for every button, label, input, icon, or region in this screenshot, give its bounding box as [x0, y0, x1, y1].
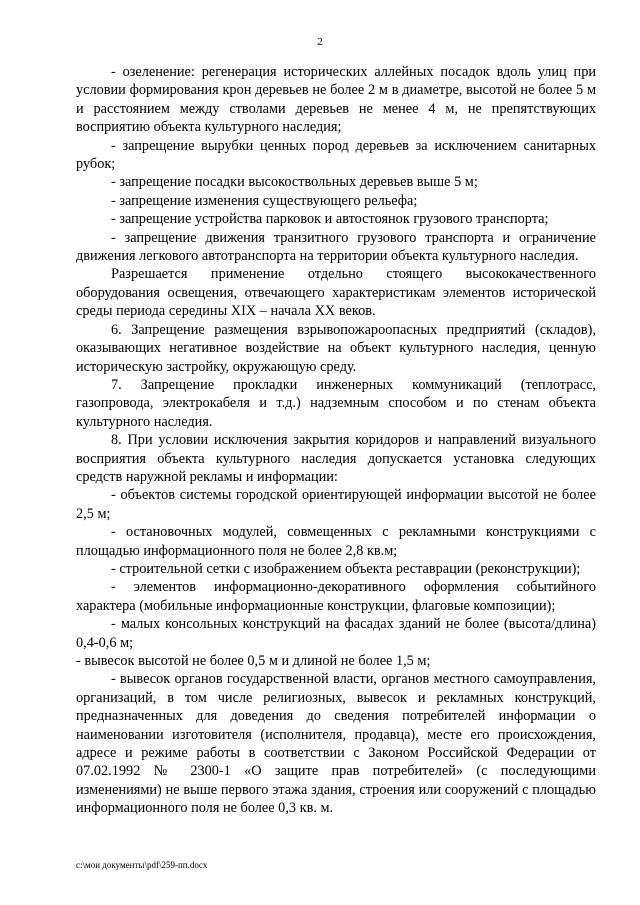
paragraph-signboards-size: - вывесок высотой не более 0,5 м и длиной не более 1,5 м; — [76, 653, 431, 669]
paragraph-item-8: 8. При условии исключения закрытия коридоров и направлений визуального восприятия объекта культурного наследия допускается установка следующих средств наружной рекламы и информации: — [76, 432, 596, 485]
paragraph-greening: - озеленение: регенерация исторических аллейных посадок вдоль улиц при условии формирования крон деревьев не более 2 м в диаметре, высотой не более 5 м и расстоянием между стволами деревьев не менее 4 м, не препятствующих восприятию объекта культурного наследия; — [76, 64, 596, 136]
paragraph-tree-cutting-ban: - запрещение вырубки ценных пород деревьев за исключением санитарных рубок; — [76, 137, 596, 173]
paragraph-event-decor: - элементов информационно-декоративного оформления событийного характера (мобильные информационные конструкции, флаговые композиции); — [76, 579, 596, 614]
paragraph-construction-mesh: - строительной сетки с изображением объекта реставрации (реконструкции); — [111, 560, 581, 577]
document-body — [76, 63, 596, 818]
paragraph-item-7: 7. Запрещение прокладки инженерных коммуникаций (теплотрасс, газопровода, электрокабеля и т.д.) надземным способом и по стенам объекта культурного наследия. — [76, 376, 596, 430]
paragraph-parking-ban: - запрещение устройства парковок и автостоянок грузового транспорта; — [111, 211, 549, 228]
paragraph-orientation-info: - объектов системы городской ориентирующей информации высотой не более 2,5 м; — [76, 487, 596, 522]
paragraph-government-signboards: - вывесок органов государственной власти, органов местного самоуправления, организаций, в том числе религиозных, вывесок и рекламных конструкций, предназначенных для доведения до сведения потребителей информации о наименовании изготовителя (исполнителя, продавца), месте его происхождения, адресе и режиме работы в соответствии с Законом Российской Федерации от 07.02.1992 № 2300-1 «О защите прав потребителей» (с последующими изменениями) не выше первого этажа здания, строения или сооружений с площадью информационного поля не более 0,3 кв. м. — [76, 671, 596, 817]
paragraph-item-6: 6. Запрещение размещения взрывопожароопасных предприятий (складов), оказывающих негативное воздействие на объект культурного наследия, ценную историческую застройку, окружающую среду. — [76, 321, 596, 375]
paragraph-bus-stop-modules: - остановочных модулей, совмещенных с рекламными конструкциями с площадью информационного поля не более 2,8 кв.м; — [76, 524, 596, 559]
paragraph-lighting-allowed: Разрешается применение отдельно стоящего высококачественного оборудования освещения, отвечающего характеристикам элементов исторической среды периода середины XIX – начала XX веков. — [76, 266, 596, 320]
paragraph-relief-ban: - запрещение изменения существующего рельефа; — [111, 192, 418, 209]
page-number: 2 — [317, 36, 323, 48]
paragraph-tall-trees-ban: - запрещение посадки высокоствольных деревьев выше 5 м; — [111, 174, 478, 191]
paragraph-transit-ban: - запрещение движения транзитного грузового транспорта и ограничение движения легкового автотранспорта на территории объекта культурного наследия. — [76, 229, 596, 265]
paragraph-console-structures: - малых консольных конструкций на фасадах зданий не более (высота/длина) 0,4-0,6 м; — [76, 616, 596, 651]
footer-file-path: c:\мои документы\pdf\259-пп.docx — [76, 860, 208, 870]
